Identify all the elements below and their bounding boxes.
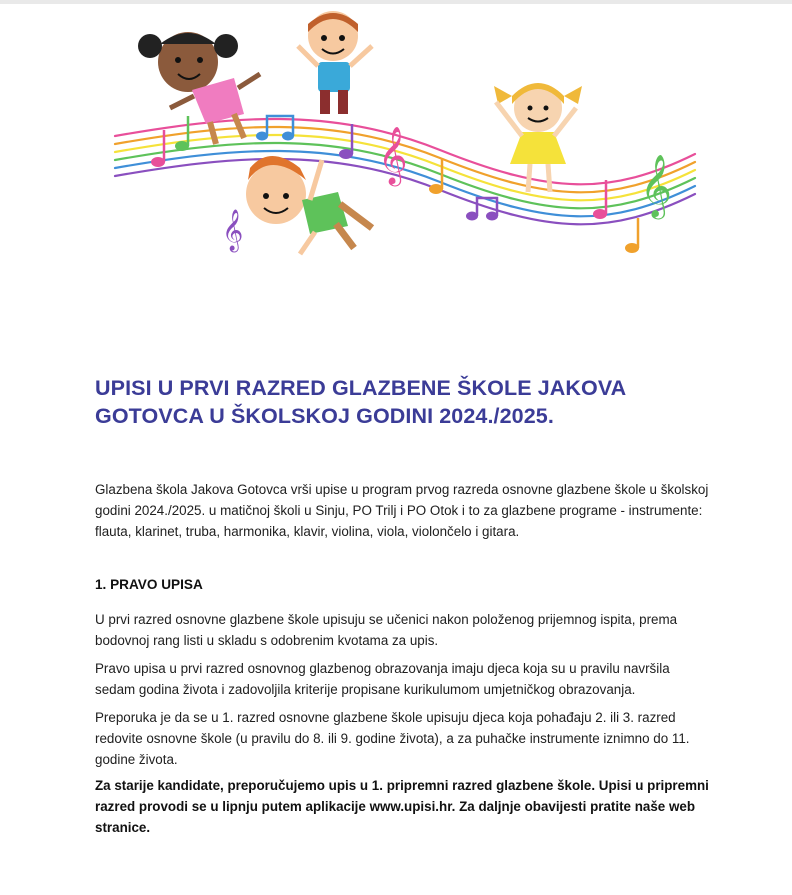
lying-boy-character-icon: [246, 156, 372, 254]
text-line: sedam godina života i zadovoljila kriterije propisane kurikulumom umjetničkog obrazovanja.: [95, 682, 636, 697]
paragraph-1: [95, 609, 710, 651]
intro-paragraph: [95, 479, 710, 542]
text-line: redovite osnovne škole (u pravilu do 8. ili 9. godine života), a za puhačke instrumente iznimno do 11.: [95, 731, 690, 746]
paragraph-2: [95, 658, 710, 700]
text-line: bodovnoj rang listi u skladu s odobrenim kvotama za upis.: [95, 633, 439, 648]
text-line: godini 2024./2025. u matičnoj školi u Sinju, PO Trilj i PO Otok i to za glazbene programe - instrumente:: [95, 503, 703, 518]
text-line: stranice.: [95, 820, 151, 835]
text-line: godine života.: [95, 752, 178, 767]
text-line: U prvi razred osnovne glazbene škole upisuju se učenici nakon položenog prijemnog ispita, prema: [95, 612, 678, 627]
text-line: razred provodi se u lipnju putem aplikacije www.upisi.hr. Za daljnje obavijesti pratite naše web: [95, 799, 696, 814]
section-heading: 1. PRAVO UPISA: [95, 577, 203, 592]
children-music-illustration: [110, 4, 700, 270]
page-title: [95, 374, 705, 430]
boy-character-icon: [298, 11, 372, 114]
svg-text:𝄞: 𝄞: [640, 154, 672, 217]
text-line: flauta, klarinet, truba, harmonika, klavir, violina, viola, violončelo i gitara.: [95, 524, 520, 539]
paragraph-3: [95, 707, 710, 770]
title-line: UPISI U PRVI RAZRED GLAZBENE ŠKOLE JAKOVA: [95, 376, 627, 400]
title-line: GOTOVCA U ŠKOLSKOJ GODINI 2024./2025.: [95, 404, 554, 428]
girl-character-icon: [138, 32, 260, 144]
svg-text:𝄞: 𝄞: [222, 210, 244, 251]
paragraph-4-bold-notice: [95, 775, 710, 838]
text-line: Za starije kandidate, preporučujemo upis u 1. pripremni razred glazbene škole. Upisi u pripremni: [95, 778, 709, 793]
text-line: Preporuka je da se u 1. razred osnovne glazbene škole upisuju djeca koja pohađaju 2. ili 3. razred: [95, 710, 676, 725]
svg-text:𝄞: 𝄞: [378, 126, 408, 184]
blonde-girl-character-icon: [494, 83, 582, 192]
text-line: Glazbena škola Jakova Gotovca vrši upise u program prvog razreda osnovne glazbene škole u školskoj: [95, 482, 709, 497]
text-line: Pravo upisa u prvi razred osnovnog glazbenog obrazovanja imaju djeca koja su u pravilu navršila: [95, 661, 670, 676]
